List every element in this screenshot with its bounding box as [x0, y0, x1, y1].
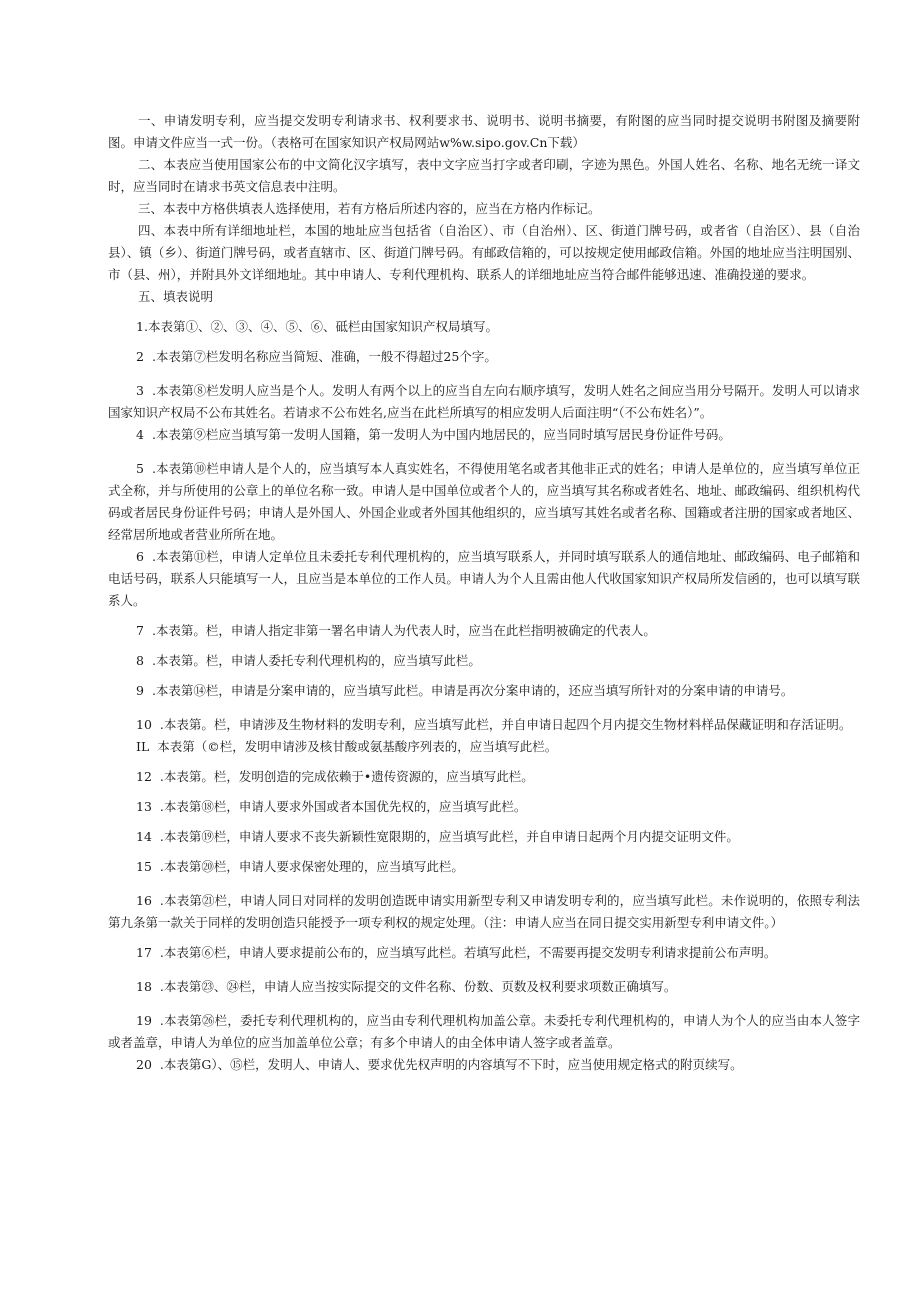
item-number: IL — [136, 739, 150, 754]
item-number: 5 — [136, 461, 144, 476]
item-number: 2 — [136, 349, 144, 364]
item-number: 9 — [136, 683, 144, 698]
item-number: 15 — [136, 859, 152, 874]
item-number: 10 — [136, 717, 152, 732]
item-number: 3 — [136, 383, 144, 398]
item-number: 6 — [136, 549, 144, 564]
item-text: .本表第⑳栏，申请人要求保密处理的，应当填写此栏。 — [159, 859, 464, 874]
paragraph-1: 一、申请发明专利，应当提交发明专利请求书、权利要求书、说明书、说明书摘要，有附图的应当同时提交说明书附图及摘要附图。申请文件应当一式一份。（表格可在国家知识产权局网站w%w.sipo.gov.Cn下载） — [108, 113, 860, 150]
item-number: 7 — [136, 623, 144, 638]
item-text: .本表第⑲栏，申请人要求不丧失新颖性宽限期的，应当填写此栏，并自申请日起两个月内提交证明文件。 — [159, 829, 739, 844]
paragraph-2: 二、本表应当使用国家公布的中文简化汉字填写，表中文字应当打字或者印刷，字迹为黑色。外国人姓名、名称、地名无统一译文时，应当同时在请求书英文信息表中注明。 — [108, 157, 860, 194]
item-text: 本表第（©栏，发明申请涉及核甘酸或氨基酸序列表的，应当填写此栏。 — [157, 739, 558, 754]
list-item — [108, 620, 860, 642]
item-text: .本表第⑧栏发明人应当是个人。发明人有两个以上的应当自左向右顺序填写，发明人姓名之间应当用分号隔开。发明人可以请求国家知识产权局不公布其姓名。若请求不公布姓名,应当在此栏所填写的相应发明人后面注明“（不公布姓名）”。 — [108, 383, 860, 420]
item-text: .本表第㉓、㉔栏，申请人应当按实际提交的文件名称、份数、页数及权利要求项数正确填写。 — [159, 979, 677, 994]
list-item — [108, 316, 860, 338]
instructions-document — [108, 110, 860, 1076]
list-item — [108, 1010, 860, 1054]
item-number: 16 — [136, 893, 152, 908]
list-item — [108, 1054, 860, 1076]
list-item — [108, 680, 860, 702]
item-text: .本表第。栏，申请涉及生物材料的发明专利，应当填写此栏，并自申请日起四个月内提交生物材料样品保藏证明和存活证明。 — [159, 717, 852, 732]
item-text: .本表第⑱栏，申请人要求外国或者本国优先权的，应当填写此栏。 — [159, 799, 527, 814]
list-item — [108, 714, 860, 736]
item-number: 20 — [136, 1057, 152, 1072]
item-number: 17 — [136, 945, 152, 960]
paragraph-3: 三、本表中方格供填表人选择使用，若有方格后所述内容的，应当在方格内作标记。 — [138, 201, 601, 216]
list-item — [108, 736, 860, 758]
item-text: .本表第⑦栏发明名称应当简短、准确，一般不得超过25个字。 — [151, 349, 497, 364]
item-text: .本表第。栏，申请人委托专利代理机构的，应当填写此栏。 — [151, 653, 481, 668]
item-number: 18 — [136, 979, 152, 994]
item-text: .本表第⑭栏，申请是分案申请的，应当填写此栏。申请是再次分案申请的，还应当填写所针对的分案申请的申请号。 — [151, 683, 794, 698]
list-item — [108, 424, 860, 446]
item-number: 1. — [136, 319, 148, 334]
item-text: .本表第G）、⑮栏，发明人、申请人、要求优先权声明的内容填写不下时，应当使用规定格式的附页续写。 — [159, 1057, 743, 1072]
item-text: .本表第㉑栏，申请人同日对同样的发明创造既申请实用新型专利又申请发明专利的，应当填写此栏。未作说明的，依照专利法第九条第一款关于同样的发明创造只能授予一项专利权的规定处理。（注：申请人应当在同日提交实用新型专利申请文件。） — [108, 893, 860, 930]
list-item — [108, 346, 860, 368]
list-item — [108, 546, 860, 612]
item-number: 13 — [136, 799, 152, 814]
list-item — [108, 976, 860, 998]
list-item — [108, 942, 860, 964]
list-item — [108, 826, 860, 848]
item-text: .本表第⑪栏，申请人定单位且未委托专利代理机构的，应当填写联系人，并同时填写联系人的通信地址、邮政编码、电子邮箱和电话号码，联系人只能填写一人，且应当是本单位的工作人员。申请人为个人且需由他人代收国家知识产权局所发信函的，也可以填写联系人。 — [108, 549, 860, 608]
item-number: 8 — [136, 653, 144, 668]
section-heading: 五、填表说明 — [138, 289, 214, 304]
item-text: .本表第⑩栏申请人是个人的，应当填写本人真实姓名，不得使用笔名或者其他非正式的姓名；申请人是单位的，应当填写单位正式全称，并与所使用的公章上的单位名称一致。申请人是中国单位或者个人的，应当填写其名称或者姓名、地址、邮政编码、组织机构代码或者居民身份证件号码；申请人是外国人、外国企业或者外国其他组织的，应当填写其姓名或者名称、国籍或者注册的国家或者地区、经常居所地或者营业所所在地。 — [108, 461, 860, 542]
item-number: 4 — [136, 427, 144, 442]
list-item — [108, 890, 860, 934]
list-item — [108, 856, 860, 878]
paragraph-4: 四、本表中所有详细地址栏，本国的地址应当包括省（自治区）、市（自治州）、区、街道门牌号码，或者省（自治区）、县（自治县）、镇（乡）、街道门牌号码，或者直辖市、区、街道门牌号码。有邮政信箱的，可以按规定使用邮政信箱。外国的地址应当注明国别、市（县、州），并附具外文详细地址。其中申请人、专利代理机构、联系人的详细地址应当符合邮件能够迅速、准确投递的要求。 — [108, 223, 860, 282]
item-text: .本表第㉖栏，委托专利代理机构的，应当由专利代理机构加盖公章。未委托专利代理机构的，申请人为个人的应当由本人签字或者盖章，申请人为单位的应当加盖单位公章；有多个申请人的由全体申请人签字或者盖章。 — [108, 1013, 860, 1050]
list-item — [108, 458, 860, 546]
list-item — [108, 650, 860, 672]
list-item — [108, 380, 860, 424]
item-number: 14 — [136, 829, 152, 844]
item-text: .本表第⑨栏应当填写第一发明人国籍，第一发明人为中国内地居民的，应当同时填写居民身份证件号码。 — [151, 427, 731, 442]
item-text: .本表第。栏，申请人指定非第一署名申请人为代表人时，应当在此栏指明被确定的代表人。 — [151, 623, 656, 638]
list-item — [108, 796, 860, 818]
item-number: 19 — [136, 1013, 152, 1028]
list-item — [108, 766, 860, 788]
item-text: .本表第⑥栏，申请人要求提前公布的，应当填写此栏。若填写此栏，不需要再提交发明专利请求提前公布声明。 — [159, 945, 777, 960]
item-text: .本表第。栏，发明创造的完成依赖于•遗传资源的，应当填写此栏。 — [159, 769, 534, 784]
item-text: 本表第①、②、③、④、⑤、⑥、砥栏由国家知识产权局填写。 — [147, 319, 498, 334]
item-number: 12 — [136, 769, 152, 784]
